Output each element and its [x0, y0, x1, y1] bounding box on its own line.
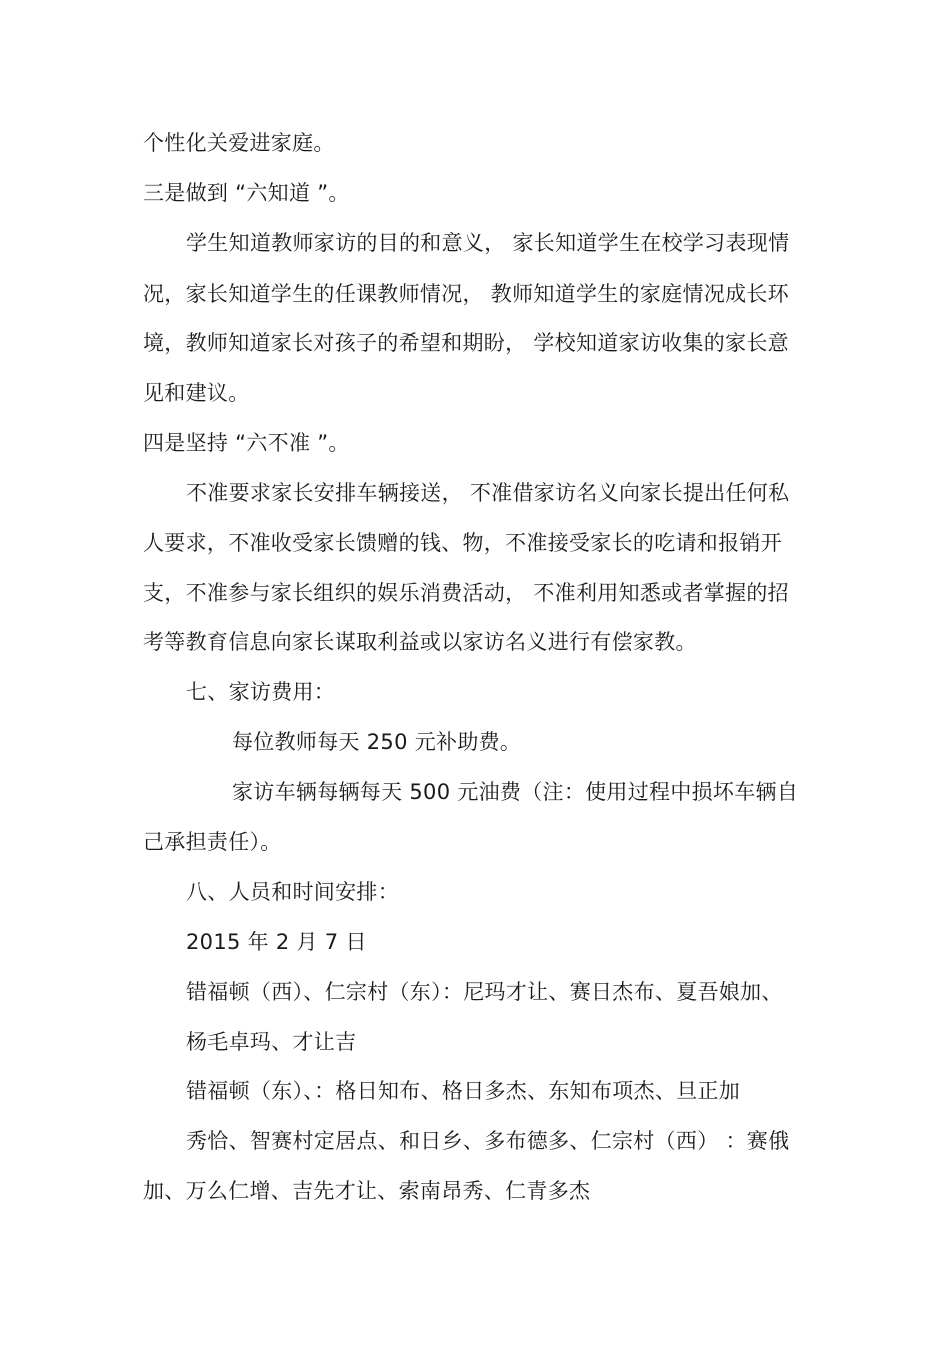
text-line: 家访车辆每辆每天 500 元油费（注：使用过程中损坏车辆自: [232, 780, 799, 804]
text-line: 支，不准参与家长组织的娱乐消费活动， 不准利用知悉或者掌握的招: [143, 581, 789, 605]
text-line: 见和建议。: [143, 381, 250, 405]
text-line: 况，家长知道学生的任课教师情况， 教师知道学生的家庭情况成长环: [143, 282, 789, 306]
text-line: 人要求，不准收受家长馈赠的钱、物，不准接受家长的吃请和报销开: [143, 531, 782, 555]
section-heading: 八、人员和时间安排：: [186, 880, 399, 904]
text-line: 四是坚持 “六不准 ”。: [143, 431, 350, 455]
text-line: 每位教师每天 250 元补助费。: [232, 730, 522, 754]
text-line: 个性化关爱进家庭。: [143, 131, 335, 155]
text-line: 加、万么仁增、吉先才让、索南昂秀、仁青多杰: [143, 1179, 591, 1203]
section-heading: 七、家访费用：: [186, 680, 336, 704]
text-line: 境，教师知道家长对孩子的希望和期盼， 学校知道家访收集的家长意: [143, 331, 789, 355]
date-line: 2015 年 2 月 7 日: [186, 930, 367, 954]
text-line: 秀恰、智赛村定居点、和日乡、多布德多、仁宗村（西） ：赛俄: [186, 1129, 790, 1153]
text-line: 己承担责任）。: [143, 830, 282, 854]
text-line: 不准要求家长安排车辆接送， 不准借家访名义向家长提出任何私: [186, 481, 790, 505]
text-line: 杨毛卓玛、才让吉: [186, 1030, 357, 1054]
text-line: 错福顿（东）、：格日知布、格日多杰、东知布项杰、旦正加: [186, 1079, 741, 1103]
text-line: 学生知道教师家访的目的和意义， 家长知道学生在校学习表现情: [186, 231, 790, 255]
text-line: 三是做到 “六知道 ”。: [143, 181, 350, 205]
text-line: 错福顿（西）、仁宗村（东）：尼玛才让、赛日杰布、夏吾娘加、: [186, 980, 783, 1004]
text-line: 考等教育信息向家长谋取利益或以家访名义进行有偿家教。: [143, 630, 697, 654]
